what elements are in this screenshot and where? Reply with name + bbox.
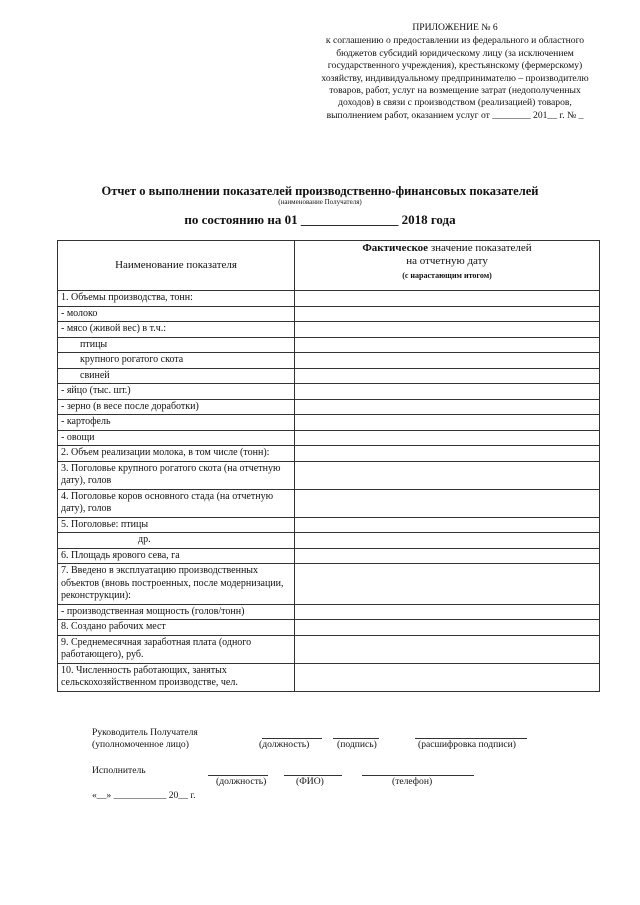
table-row: [58, 548, 600, 564]
table-row: [58, 663, 600, 691]
header-actual-bold: Фактическое: [362, 242, 429, 254]
annex-line: выполнением работ, оказанием услуг от ________ 201__ г. № _: [326, 109, 584, 121]
signature-head-label: [92, 727, 198, 751]
indicator-label: 7. Введено в эксплуатацию производственных объектов (вновь построенных, после модернизации, реконструкции):: [58, 564, 295, 605]
annex-line: к соглашению о предоставлении из федерального и областного: [325, 35, 585, 47]
table-row: [58, 533, 600, 549]
indicator-value-cell[interactable]: [295, 384, 600, 400]
indicator-label: - яйцо (тыс. шт.): [58, 384, 295, 400]
indicator-label: 4. Поголовье коров основного стада (на отчетную дату), голов: [58, 489, 295, 517]
indicator-label: 10. Численность работающих, занятых сельскохозяйственном производстве, чел.: [58, 663, 295, 691]
indicator-value-cell[interactable]: [295, 564, 600, 605]
indicator-label: птицы: [58, 337, 295, 353]
table-row: [58, 604, 600, 620]
indicator-value-cell[interactable]: [295, 461, 600, 489]
annex-title: ПРИЛОЖЕНИЕ № 6: [412, 22, 498, 33]
signature-caption: (подпись): [337, 739, 377, 750]
table-header-row: [58, 241, 600, 291]
indicator-value-cell[interactable]: [295, 533, 600, 549]
table-row: [58, 430, 600, 446]
indicator-label: - овощи: [58, 430, 295, 446]
annex-block: [290, 22, 620, 122]
table-row: [58, 399, 600, 415]
indicator-label: 9. Среднемесячная заработная плата (одного работающего), руб.: [58, 635, 295, 663]
executor-label: Исполнитель: [92, 765, 146, 776]
indicator-label: - молоко: [58, 306, 295, 322]
exec-position-caption: (должность): [216, 776, 267, 787]
exec-fio-caption: (ФИО): [296, 776, 324, 787]
indicator-label: 2. Объем реализации молока, в том числе (тонн):: [58, 446, 295, 462]
table-row: [58, 415, 600, 431]
annex-line: хозяйству, индивидуальному предпринимателю – производителю: [321, 72, 589, 84]
indicator-value-cell[interactable]: [295, 620, 600, 636]
indicator-value-cell[interactable]: [295, 446, 600, 462]
table-row: [58, 564, 600, 605]
signature-head-line1: Руководитель Получателя: [92, 727, 198, 738]
indicator-value-cell[interactable]: [295, 322, 600, 338]
signature-date: «__» ___________ 20__ г.: [92, 790, 196, 801]
annex-line: доходов) в связи с производством (реализацией) товаров,: [338, 97, 572, 109]
indicator-label: 5. Поголовье: птицы: [58, 517, 295, 533]
table-row: [58, 306, 600, 322]
header-cumulative-note: (с нарастающим итогом): [402, 271, 492, 280]
annex-line: товаров, работ, услуг на возмещение затрат (недополученных: [329, 85, 581, 97]
table-row: [58, 353, 600, 369]
table-row: [58, 384, 600, 400]
indicator-value-cell[interactable]: [295, 399, 600, 415]
annex-line: государственного учреждения), крестьянскому (фермерскому): [327, 60, 583, 72]
table-row: [58, 446, 600, 462]
recipient-note: (наименование Получателя): [278, 198, 362, 206]
header-actual-rest: значение показателей: [428, 242, 532, 254]
indicators-table: [57, 240, 600, 692]
table-row: [58, 368, 600, 384]
indicator-value-cell[interactable]: [295, 353, 600, 369]
indicator-label: др.: [58, 533, 295, 549]
table-row: [58, 461, 600, 489]
indicator-value-cell[interactable]: [295, 663, 600, 691]
annex-line: бюджетов субсидий юридическому лицу (за исключением: [336, 47, 574, 59]
indicator-value-cell[interactable]: [295, 430, 600, 446]
indicator-label: 3. Поголовье крупного рогатого скота (на отчетную дату), голов: [58, 461, 295, 489]
table-row: [58, 620, 600, 636]
table-row: [58, 337, 600, 353]
indicator-value-cell[interactable]: [295, 635, 600, 663]
indicator-label: свиней: [58, 368, 295, 384]
table-row: [58, 489, 600, 517]
report-date-line: по состоянию на 01 _______________ 2018 года: [184, 212, 456, 227]
indicator-value-cell[interactable]: [295, 517, 600, 533]
table-row: [58, 635, 600, 663]
report-title: Отчет о выполнении показателей производственно-финансовых показателей: [101, 184, 539, 198]
indicator-value-cell[interactable]: [295, 548, 600, 564]
indicator-value-cell[interactable]: [295, 604, 600, 620]
indicator-label: 8. Создано рабочих мест: [58, 620, 295, 636]
indicator-label: 1. Объемы производства, тонн:: [58, 291, 295, 307]
decryption-caption: (расшифровка подписи): [418, 739, 516, 750]
indicator-value-cell[interactable]: [295, 337, 600, 353]
signature-head-line2: (уполномоченное лицо): [92, 739, 189, 750]
indicator-value-cell[interactable]: [295, 306, 600, 322]
indicator-value-cell[interactable]: [295, 291, 600, 307]
indicator-label: крупного рогатого скота: [58, 353, 295, 369]
header-actual-value: [295, 241, 600, 291]
header-actual-line2: на отчетную дату: [406, 255, 488, 267]
indicator-value-cell[interactable]: [295, 415, 600, 431]
indicator-label: - мясо (живой вес) в т.ч.:: [58, 322, 295, 338]
table-row: [58, 291, 600, 307]
indicator-value-cell[interactable]: [295, 489, 600, 517]
indicator-label: - производственная мощность (голов/тонн): [58, 604, 295, 620]
table-row: [58, 322, 600, 338]
indicator-label: - картофель: [58, 415, 295, 431]
table-row: [58, 517, 600, 533]
position-caption: (должность): [259, 739, 310, 750]
header-indicator-name: Наименование показателя: [58, 241, 295, 291]
indicator-label: - зерно (в весе после доработки): [58, 399, 295, 415]
exec-phone-caption: (телефон): [392, 776, 433, 787]
indicator-label: 6. Площадь ярового сева, га: [58, 548, 295, 564]
indicator-value-cell[interactable]: [295, 368, 600, 384]
